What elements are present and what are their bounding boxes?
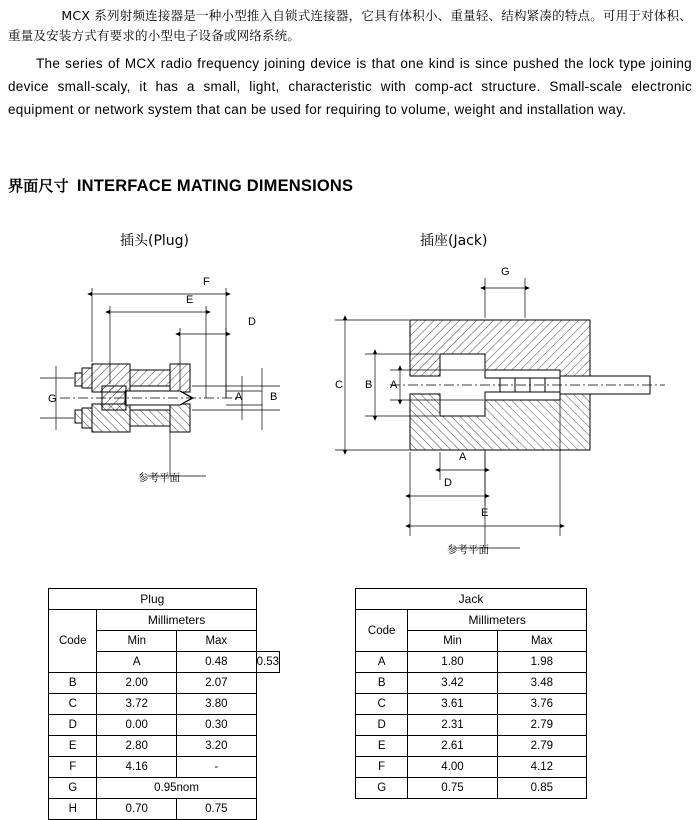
table-row bbox=[49, 799, 280, 820]
plug-row-b-max: 2.07 bbox=[177, 673, 257, 694]
plug-table-max-header: Max bbox=[177, 631, 257, 652]
jack-table-code-header: Code bbox=[356, 610, 408, 652]
table-row bbox=[356, 757, 587, 778]
jack-table-max-header: Max bbox=[497, 631, 586, 652]
table-row bbox=[49, 610, 280, 631]
plug-table-title: Plug bbox=[49, 589, 257, 610]
plug-row-c-min: 3.72 bbox=[97, 694, 177, 715]
table-row bbox=[49, 694, 280, 715]
table-row bbox=[49, 736, 280, 757]
intro-english-paragraph: The series of MCX radio frequency joining device is that one kind is since pushed the lock type joining device small-scaly, it has a small, light, characteristic with comp-act structure. Small-scale electronic equipment or network system that can be used for requiring to volume, weight and installation way. bbox=[8, 56, 692, 117]
jack-drawing-svg bbox=[335, 258, 685, 558]
plug-drawing-svg bbox=[30, 258, 330, 558]
jack-row-a-code: A bbox=[356, 652, 408, 673]
plug-reference-plane-label: 参考平面 bbox=[138, 472, 180, 484]
plug-row-c-code: C bbox=[49, 694, 97, 715]
jack-row-b-max: 3.48 bbox=[497, 673, 586, 694]
jack-row-g-code: G bbox=[356, 778, 408, 799]
jack-row-a-min: 1.80 bbox=[408, 652, 497, 673]
jack-dim-label-g: G bbox=[501, 266, 510, 278]
section-heading bbox=[8, 175, 353, 196]
plug-dimension-table bbox=[48, 588, 280, 820]
jack-row-f-max: 4.12 bbox=[497, 757, 586, 778]
jack-row-e-code: E bbox=[356, 736, 408, 757]
svg-text:G: G bbox=[48, 393, 57, 405]
svg-text:A: A bbox=[390, 379, 398, 391]
jack-row-a-max: 1.98 bbox=[497, 652, 586, 673]
table-row bbox=[356, 778, 587, 799]
jack-row-g-max: 0.85 bbox=[497, 778, 586, 799]
jack-row-c-max: 3.76 bbox=[497, 694, 586, 715]
jack-row-c-code: C bbox=[356, 694, 408, 715]
plug-dim-label-d: D bbox=[248, 316, 256, 328]
jack-row-g-min: 0.75 bbox=[408, 778, 497, 799]
jack-row-d-max: 2.79 bbox=[497, 715, 586, 736]
table-row bbox=[356, 694, 587, 715]
plug-row-a-max: 0.53 bbox=[256, 652, 279, 673]
jack-table-unit-header: Millimeters bbox=[408, 610, 587, 631]
table-row bbox=[356, 652, 587, 673]
plug-row-h-max: 0.75 bbox=[177, 799, 257, 820]
svg-text:A: A bbox=[235, 391, 243, 403]
plug-row-h-code: H bbox=[49, 799, 97, 820]
jack-row-e-max: 2.79 bbox=[497, 736, 586, 757]
jack-table-min-header: Min bbox=[408, 631, 497, 652]
table-row bbox=[356, 673, 587, 694]
jack-row-f-min: 4.00 bbox=[408, 757, 497, 778]
plug-row-d-min: 0.00 bbox=[97, 715, 177, 736]
svg-text:C: C bbox=[335, 379, 343, 391]
plug-row-b-code: B bbox=[49, 673, 97, 694]
plug-row-e-code: E bbox=[49, 736, 97, 757]
jack-dim-label-d: A bbox=[459, 451, 467, 463]
jack-dimension-table bbox=[355, 588, 587, 799]
jack-row-f-code: F bbox=[356, 757, 408, 778]
plug-table-min-header: Min bbox=[97, 631, 177, 652]
plug-row-f-min: 4.16 bbox=[97, 757, 177, 778]
table-row bbox=[356, 589, 587, 610]
plug-row-g-code: G bbox=[49, 778, 97, 799]
intro-chinese-paragraph: MCX 系列射频连接器是一种小型推入自锁式连接器，它具有体积小、重量轻、结构紧凑的特点。可用于对体积、重量及安装方式有要求的小型电子设备或网络系统。 bbox=[8, 8, 692, 43]
plug-table-unit-header: Millimeters bbox=[97, 610, 256, 631]
intro-block bbox=[8, 6, 692, 121]
jack-row-d-code: D bbox=[356, 715, 408, 736]
plug-row-c-max: 3.80 bbox=[177, 694, 257, 715]
jack-dim-label-e: D bbox=[444, 477, 452, 489]
plug-table-code-header: Code bbox=[49, 610, 97, 673]
jack-reference-plane-label: 参考平面 bbox=[447, 544, 489, 556]
plug-row-g-value: 0.95nom bbox=[97, 778, 256, 799]
jack-row-b-code: B bbox=[356, 673, 408, 694]
plug-dim-label-e: E bbox=[186, 294, 194, 306]
plug-technical-drawing bbox=[30, 258, 330, 558]
plug-row-d-code: D bbox=[49, 715, 97, 736]
svg-text:B: B bbox=[270, 391, 278, 403]
plug-row-f-code: F bbox=[49, 757, 97, 778]
table-row bbox=[49, 778, 280, 799]
plug-row-d-max: 0.30 bbox=[177, 715, 257, 736]
plug-row-f-max: - bbox=[177, 757, 257, 778]
plug-dim-label-f: F bbox=[203, 276, 210, 288]
table-row bbox=[356, 736, 587, 757]
table-row bbox=[49, 673, 280, 694]
section-heading-chinese: 界面尺寸 bbox=[8, 177, 69, 195]
svg-text:B: B bbox=[365, 379, 373, 391]
plug-row-a-code: A bbox=[97, 652, 177, 673]
jack-dim-label-f: E bbox=[481, 507, 489, 519]
jack-drawing-caption: 插座(Jack) bbox=[420, 233, 488, 249]
plug-row-e-max: 3.20 bbox=[177, 736, 257, 757]
jack-row-d-min: 2.31 bbox=[408, 715, 497, 736]
plug-row-a-min: 0.48 bbox=[177, 652, 257, 673]
table-row bbox=[356, 715, 587, 736]
plug-row-b-min: 2.00 bbox=[97, 673, 177, 694]
table-row bbox=[49, 589, 280, 610]
jack-table-title: Jack bbox=[356, 589, 587, 610]
plug-row-h-min: 0.70 bbox=[97, 799, 177, 820]
table-row bbox=[49, 757, 280, 778]
table-row bbox=[49, 715, 280, 736]
jack-row-b-min: 3.42 bbox=[408, 673, 497, 694]
plug-drawing-caption: 插头(Plug) bbox=[120, 233, 190, 249]
plug-row-e-min: 2.80 bbox=[97, 736, 177, 757]
table-row bbox=[356, 610, 587, 631]
section-heading-english: INTERFACE MATING DIMENSIONS bbox=[76, 177, 354, 195]
jack-technical-drawing bbox=[335, 258, 685, 558]
jack-row-c-min: 3.61 bbox=[408, 694, 497, 715]
jack-row-e-min: 2.61 bbox=[408, 736, 497, 757]
